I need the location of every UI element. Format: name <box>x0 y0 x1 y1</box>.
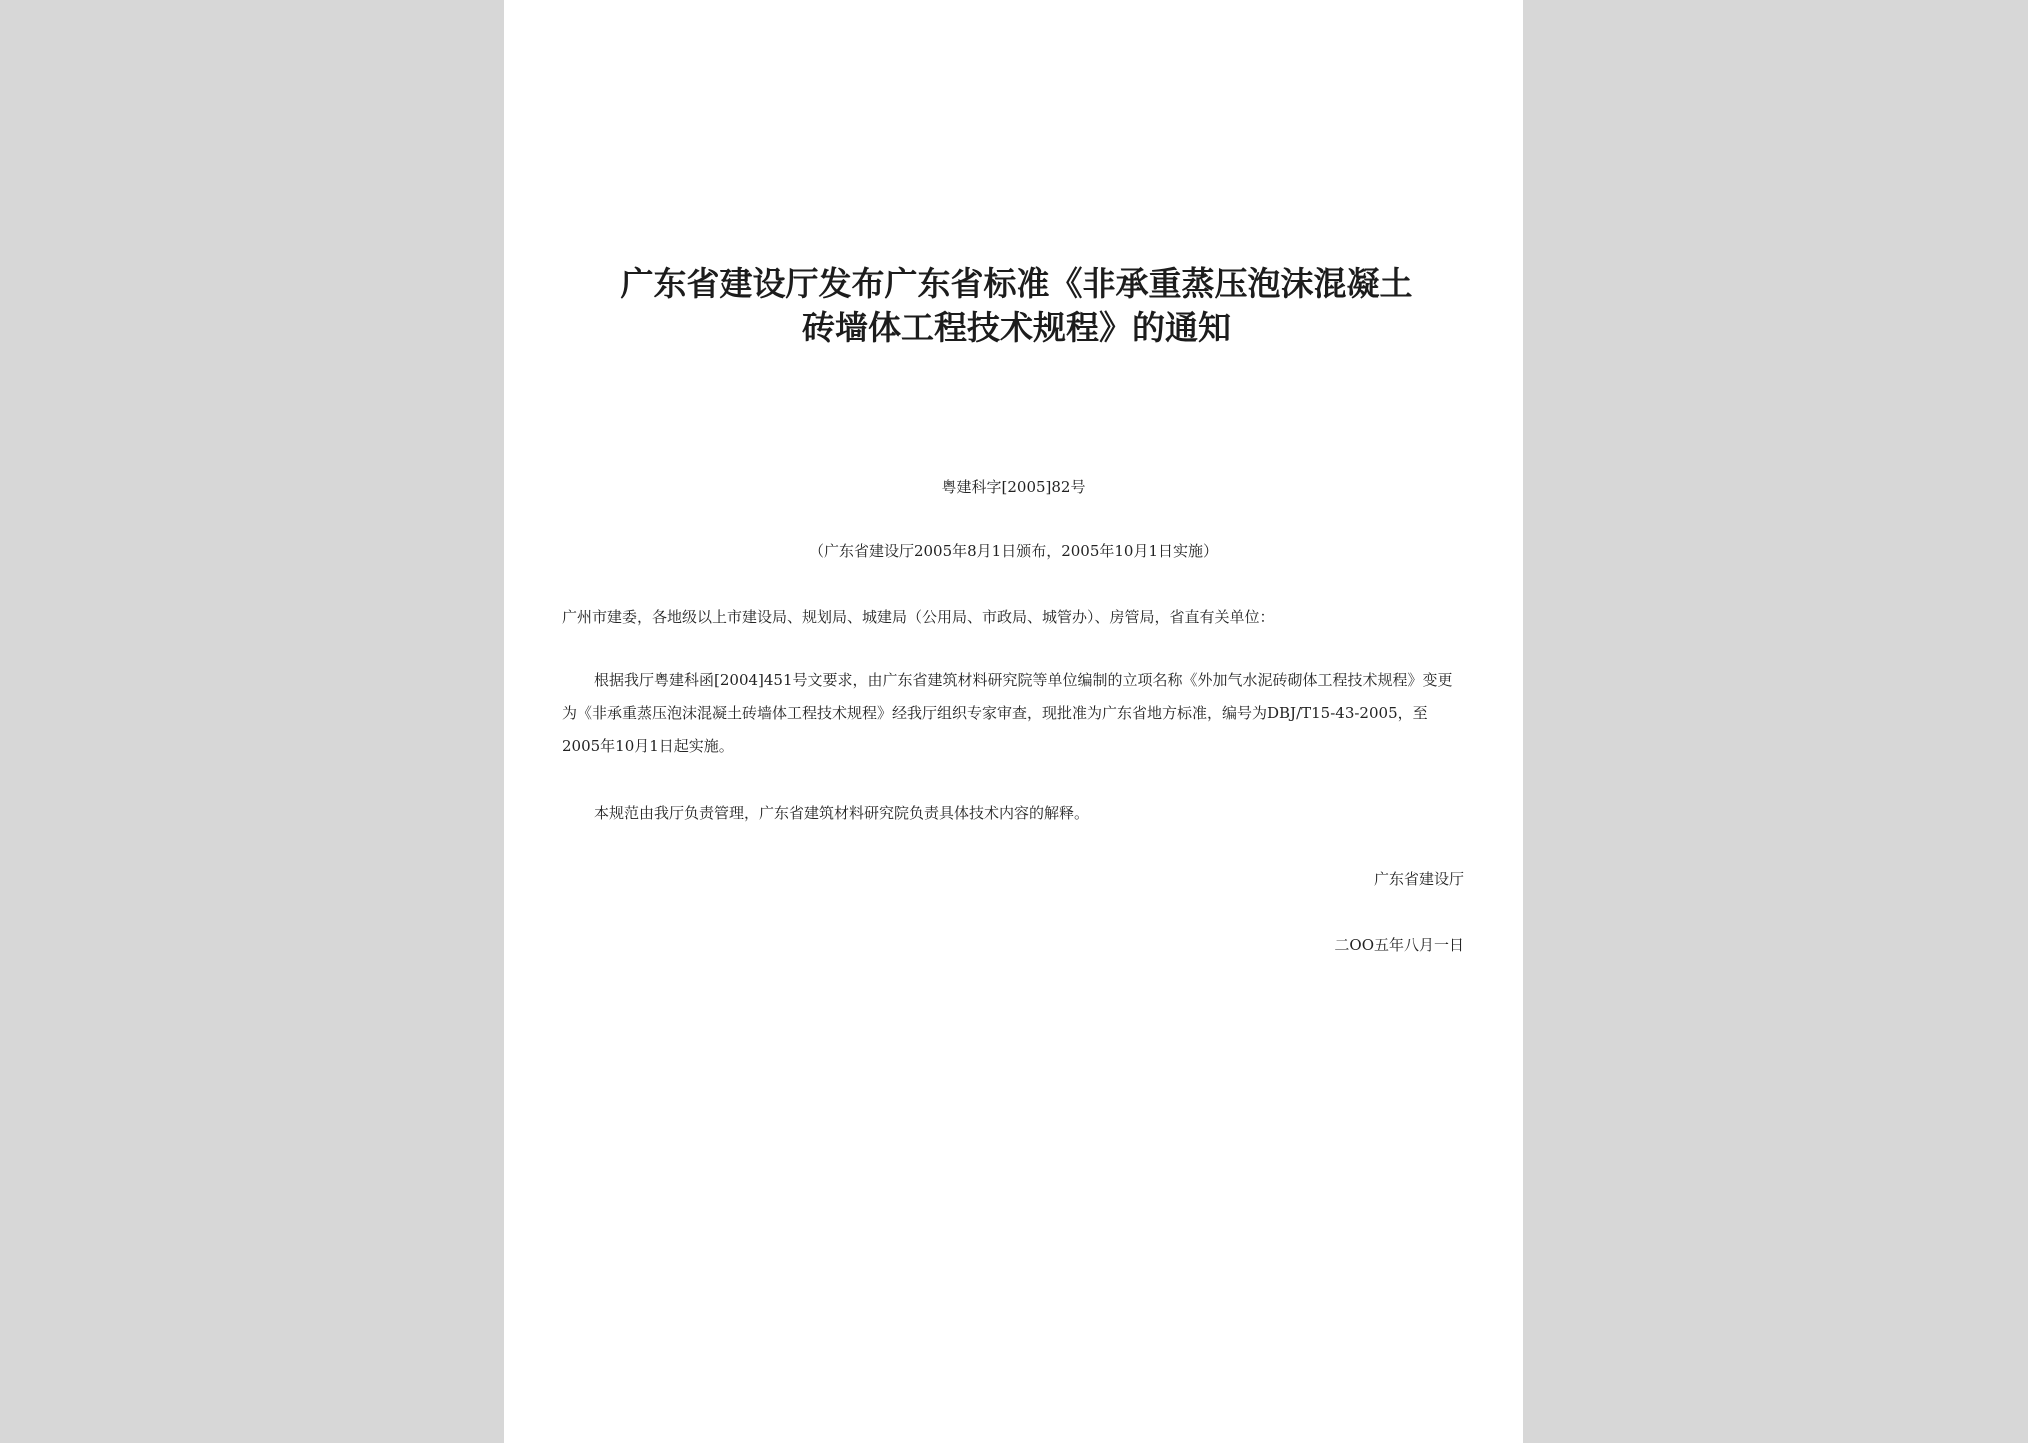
body-paragraph-2: 本规范由我厅负责管理，广东省建筑材料研究院负责具体技术内容的解释。 <box>594 804 1090 822</box>
addressee: 广州市建委，各地级以上市建设局、规划局、城建局（公用局、市政局、城管办）、房管局，省直有关单位： <box>562 608 1275 626</box>
signature-date: 二OO五年八月一日 <box>1334 936 1464 954</box>
page-title <box>564 262 1469 350</box>
title-line-1: 广东省建设厅发布广东省标准《非承重蒸压泡沫混凝土 <box>620 264 1413 303</box>
issue-info: （广东省建设厅2005年8月1日颁布，2005年10月1日实施） <box>808 542 1219 560</box>
signature-organization: 广东省建设厅 <box>1373 870 1464 888</box>
document-number: 粤建科字[2005]82号 <box>941 478 1086 496</box>
body-paragraph-1: 根据我厅粤建科函[2004]451号文要求，由广东省建筑材料研究院等单位编制的立项名称《外加气水泥砖砌体工程技术规程》变更为《非承重蒸压泡沫混凝土砖墙体工程技术规程》经我厅组织专家审查，现批准为广东省地方标准，编号为DBJ/T15-43-2005，至2005年10月1日起实施。 <box>562 671 1453 755</box>
title-line-2: 砖墙体工程技术规程》的通知 <box>802 308 1231 347</box>
document-page <box>504 0 1523 1443</box>
